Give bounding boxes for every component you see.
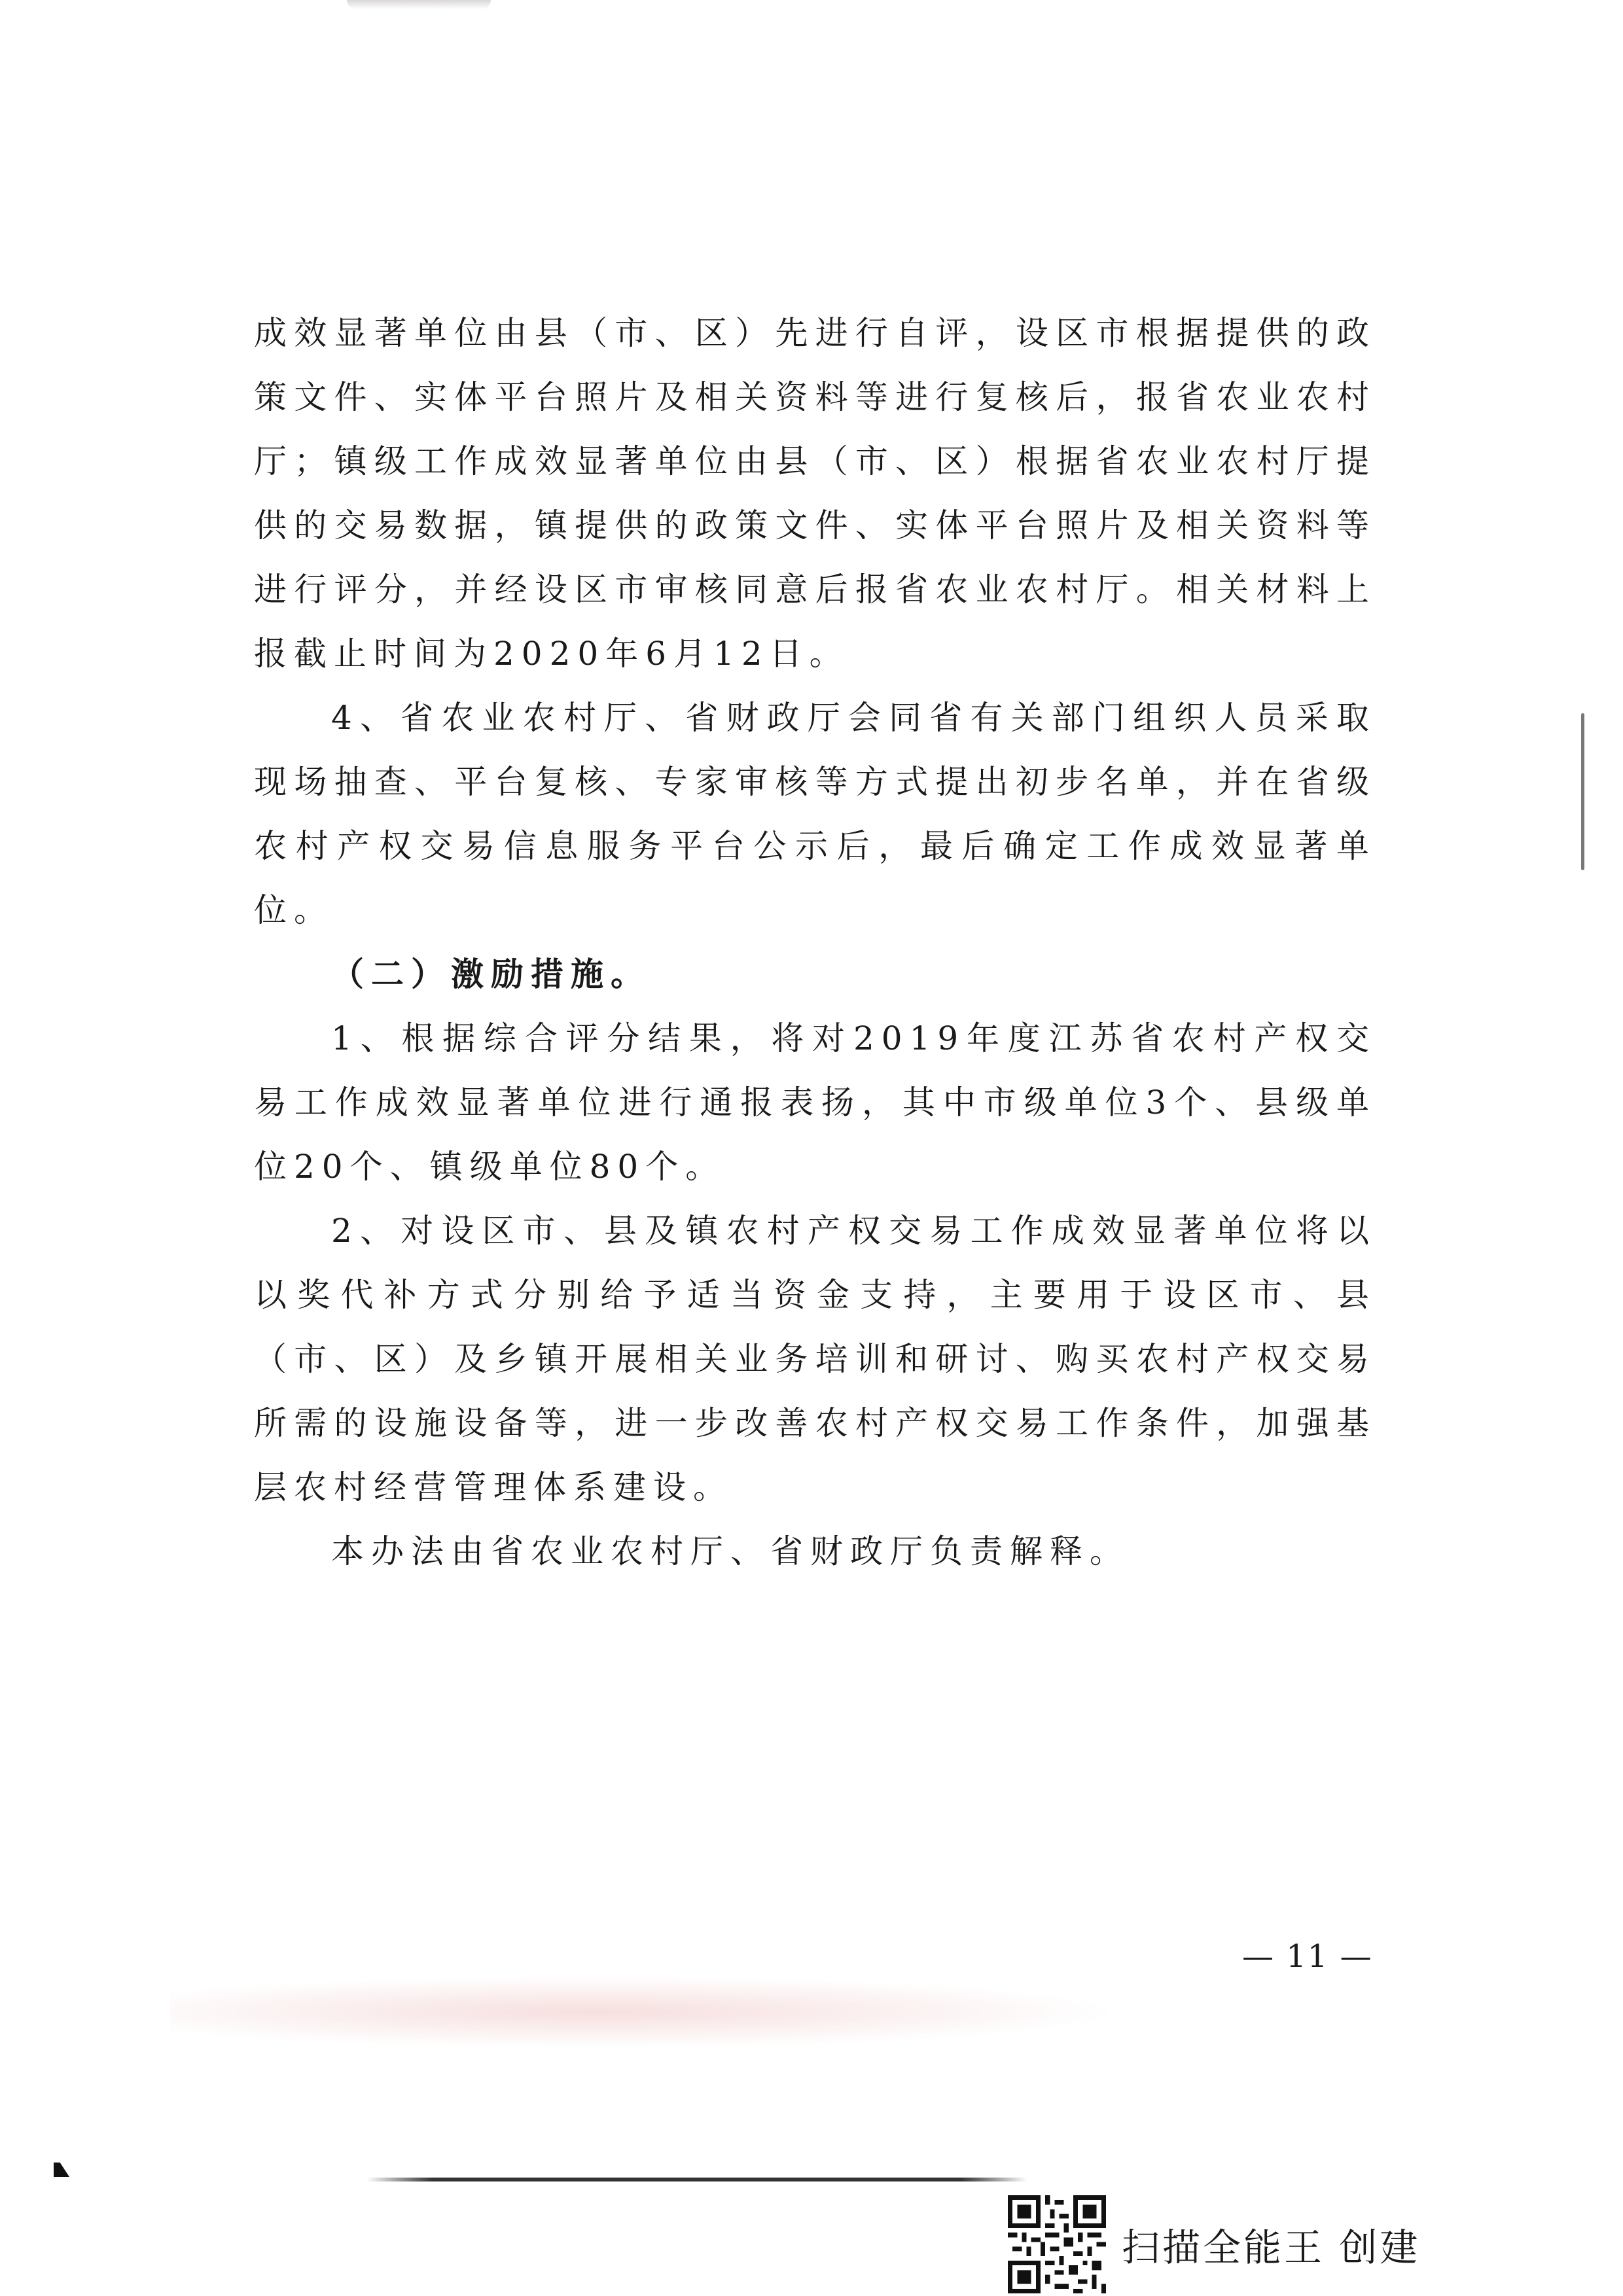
- paragraph-item-1: 1、根据综合评分结果，将对2019年度江苏省农村产权交易工作成效显著单位进行通报表扬，其中市级单位3个、县级单位20个、镇级单位80个。: [254, 1019, 1376, 1186]
- qr-code-icon: [1008, 2195, 1106, 2293]
- watermark-label: 扫描全能王 创建: [1122, 2225, 1421, 2270]
- scan-smudge: [347, 0, 491, 9]
- section-heading-incentives: （二）激励措施。: [331, 955, 651, 993]
- paragraph-continuation: 成效显著单位由县（市、区）先进行自评，设区市根据提供的政策文件、实体平台照片及相关资料等进行复核后，报省农业农村厅；镇级工作成效显著单位由县（市、区）根据省农业农村厅提供的交易数据，镇提供的政策文件、实体平台照片及相关资料等进行评分，并经设区市审核同意后报省农业农村厅。相关材料上报截止时间为2020年6月12日。: [254, 314, 1376, 673]
- scan-stain: [170, 1976, 1119, 2048]
- paragraph-interpretation: 本办法由省农业农村厅、省财政厅负责解释。: [331, 1532, 1130, 1570]
- scan-corner-mark: [54, 2163, 69, 2177]
- page-number: — 11 —: [1242, 1938, 1373, 1975]
- scan-bottom-edge: [366, 2178, 1027, 2181]
- scanner-watermark: [1008, 2195, 1420, 2293]
- scan-edge-mark: [1581, 713, 1584, 870]
- paragraph-item-4: 4、省农业农村厅、省财政厅会同省有关部门组织人员采取现场抽查、平台复核、专家审核等方式提出初步名单，并在省级农村产权交易信息服务平台公示后，最后确定工作成效显著单位。: [254, 699, 1376, 929]
- document-body: [254, 301, 1376, 1583]
- paragraph-item-2: 2、对设区市、县及镇农村产权交易工作成效显著单位将以以奖代补方式分别给予适当资金支持，主要用于设区市、县（市、区）及乡镇开展相关业务培训和研讨、购买农村产权交易所需的设施设备等，进一步改善农村产权交易工作条件，加强基层农村经营管理体系建设。: [254, 1212, 1376, 1506]
